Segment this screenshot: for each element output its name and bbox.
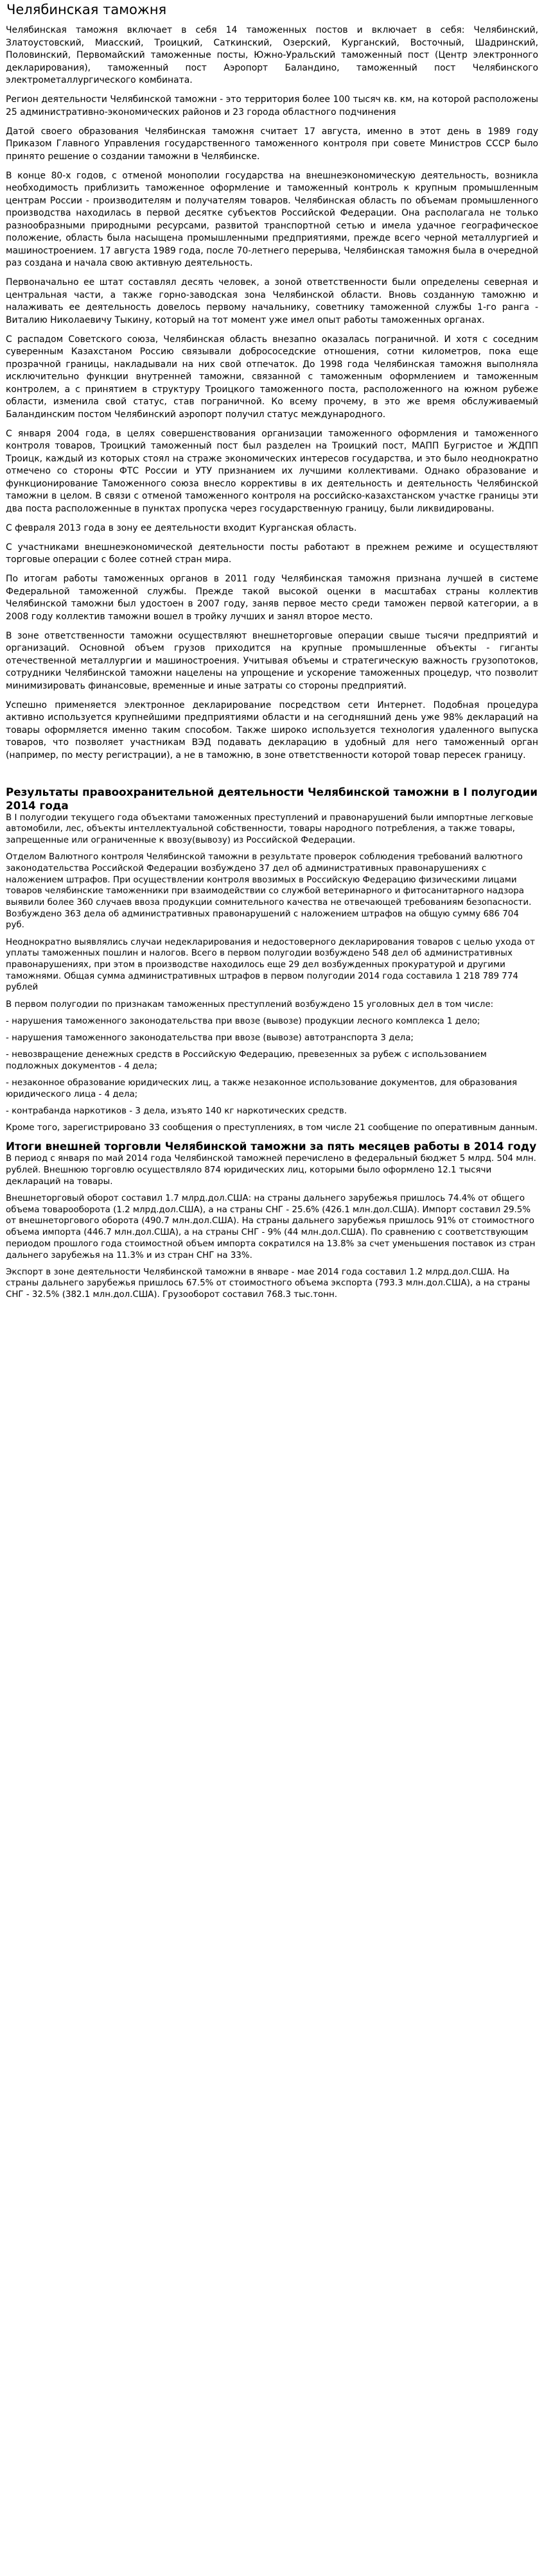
paragraph: Отделом Валютного контроля Челябинской таможни в результате проверок соблюдения требований валютного законодательства Российской Федерации возбуждено 37 дел об административных правонарушениях с наложением штрафов. При осуществлении контроля ввозимых в Российскую Федерацию физическими лицами товаров челябинские таможенники при взаимодействии со службой ветеринарного и фитосанитарного надзора выявили более 360 случаев ввоза продукции сомнительного качества не отвечающей требованиям безопасности. Возбуждено 363 дела об административных правонарушений с наложением штрафов на общую сумму 686 704 руб.	[6, 852, 532, 931]
paragraph: С участниками внешнеэкономической деятельности посты работают в прежнем режиме и осуществляют торговые операции с более сотней стран мира.	[6, 542, 538, 565]
paragraph: Успешно применяется электронное декларирование посредством сети Интернет. Подобная процедура активно используется крупнейшими предприятиями области и на сегодняшний день уже 98% деклараций на товары оформляется именно таким способом. Также широко используется технология удаленного выпуска товаров, что позволяет участникам ВЭД подавать декларацию в удобный для него таможенный орган (например, по месту регистрации), а не в таможню, в зоне ответственности которой товар пересек границу.	[6, 700, 538, 760]
paragraph: Челябинская таможня включает в себя 14 таможенных постов и включает в себя: Челябинский, Златоустовский, Миасский, Троицкий, Саткинский, Озерский, Курганский, Восточный, Шадринский, Половинский, Первомайский таможенные посты, Южно-Уральский таможенный пост (Центр электронного декларирования), таможенный пост Аэропорт Баландино, таможенный пост Челябинского электрометаллургического комбината.	[6, 25, 538, 85]
list-item: - незаконное образование юридических лиц, а также незаконное использование документов, для образования юридического лица - 4 дела;	[6, 1078, 518, 1099]
list-item: - контрабанда наркотиков - 3 дела, изъято 140 кг наркотических средств.	[6, 1106, 347, 1116]
paragraph: Датой своего образования Челябинская таможня считает 17 августа, именно в этот день в 1989 году Приказом Главного Управления государственного таможенного контроля при совете Министров СССР было принято решение о создании таможни в Челябинске.	[6, 126, 538, 162]
paragraph: По итогам работы таможенных органов в 2011 году Челябинская таможня признана лучшей в системе Федеральной таможенной службы. Прежде такой высокой оценки в масштабах страны коллектив Челябинской таможни был удостоен в 2007 году, заняв первое место среди таможен первой категории, а в 2008 году коллектив таможни вошел в тройку лучших и занял второе место.	[6, 574, 538, 622]
intro-section	[6, 24, 538, 762]
section-heading: Результаты правоохранительной деятельности Челябинской таможни в I полугодии 2014 года	[6, 785, 538, 812]
paragraph: Экспорт в зоне деятельности Челябинской таможни в январе - мае 2014 года составил 1.2 млрд.дол.США. На страны дальнего зарубежья пришлось 67.5% от стоимостного объема экспорта (793.3 млн.дол.США), а на страны СНГ - 32.5% (382.1 млн.дол.США). Грузооборот составил 768.3 тыс.тонн.	[6, 1267, 531, 1300]
list-item: - нарушения таможенного законодательства при ввозе (вывозе) автотранспорта 3 дела;	[6, 1033, 414, 1043]
page-title: Челябинская таможня	[6, 2, 167, 17]
paragraph: Неоднократно выявлялись случаи недекларирования и недостоверного декларирования товаров с целью ухода от уплаты таможенных пошлин и налогов. Всего в первом полугодии возбуждено 548 дел об административных правонарушениях, при этом в производстве находилось еще 29 дел возбужденных прокуратурой и другими таможнями. Общая сумма административных штрафов в первом полугодии 2014 года составила 1 218 789 774 рублей	[6, 937, 535, 993]
paragraph: В конце 80-х годов, с отменой монополии государства на внешнеэкономическую деятельность, возникла необходимость приблизить таможенное оформление и таможенный контроль к крупным промышленным центрам России - производителям и получателям товаров. Челябинская область по объемам промышленного производства находилась в первой десятке субъектов Российской Федерации. Она располагала не только разнообразными природными ресурсами, развитой транспортной сетью и имела удачное географическое положение, область была насыщена промышленными предприятиями, прежде всего черной металлургией и машиностроением. 17 августа 1989 года, после 70-летнего перерыва, Челябинская таможня была в очередной раз создана и начала свою активную деятельность.	[6, 170, 538, 268]
paragraph: Регион деятельности Челябинской таможни - это территория более 100 тысяч кв. км, на которой расположены 25 административно-экономических районов и 23 города областного подчинения	[6, 94, 538, 117]
law-enforcement-section	[6, 786, 538, 1134]
paragraph: Внешнеторговый оборот составил 1.7 млрд.дол.США: на страны дальнего зарубежья пришлось 74.4% от общего объема товарооборота (1.2 млрд.дол.США), а на страны СНГ - 25.6% (426.1 млн.дол.США). Импорт составил 29.5% от внешнеторгового оборота (490.7 млн.дол.США). На страны дальнего зарубежья пришлось 91% от стоимостного объема импорта (446.7 млн.дол.США), а на страны СНГ - 9% (44 млн.дол.США). По сравнению с соответствующим периодом прошлого года стоимостной объем импорта сократился на 13.8% за счет уменьшения поставок из стран дальнего зарубежья на 11.3% и из стран СНГ на 33%.	[6, 1193, 536, 1260]
trade-section	[6, 1140, 538, 1300]
paragraph: С февраля 2013 года в зону ее деятельности входит Курганская область.	[6, 522, 357, 533]
paragraph: С января 2004 года, в целях совершенствования организации таможенного оформления и таможенного контроля товаров, Троицкий таможенный пост был разделен на Троицкий пост, МАПП Бугристое и ЖДПП Троицк, каждый из которых стоял на страже экономических интересов государства, и это было неоднократно отмечено со стороны ФТС России и УТУ признанием их лучшими коллективами. Однако образование и функционирование Таможенного союза внесло коррективы в их деятельность и деятельность Челябинской таможни в целом. В связи с отменой таможенного контроля на российско-казахстанском участке границы эти два поста расположенные в пунктах пропуска через государственную границу, были ликвидированы.	[6, 428, 538, 514]
paragraph: В I полугодии текущего года объектами таможенных преступлений и правонарушений были импортные легковые автомобили, лес, объекты интеллектуальной собственности, товары народного потребления, а также товары, запрещенные или ограниченные к ввозу(вывозу) из Российской Федерации.	[6, 812, 534, 845]
paragraph: В зоне ответственности таможни осуществляют внешнеторговые операции свыше тысячи предприятий и организаций. Основной объем грузов приходится на крупные промышленные объекты - гиганты отечественной металлургии и машиностроения. Учитывая объемы и стратегическую важность грузопотоков, сотрудники Челябинской таможни нацелены на упрощение и ускорение таможенных процедур, что позволит минимизировать финансовые, временные и иные затраты со стороны предприятий.	[6, 630, 538, 691]
paragraph: С распадом Советского союза, Челябинская область внезапно оказалась пограничной. И хотя с соседним суверенным Казахстаном Россию связывали добрососедские отношения, сотни километров, пока еще прозрачной границы, накладывали на них свой отпечаток. До 1998 года Челябинская таможня выполняла исключительно функции внутренней таможни, связанной с таможенным оформлением и таможенным контролем, а с принятием в структуру Троицкого таможенного поста, расположенного на южном рубеже области, изменила свой статус, став пограничной. Ко всему прочему, в это же время обслуживаемый Баландинским постом Челябинский аэропорт получил статус международного.	[6, 334, 538, 420]
paragraph: В период с января по май 2014 года Челябинской таможней перечислено в федеральный бюджет 5 млрд. 504 млн. рублей. Внешнюю торговлю осуществляло 874 юридических лиц, которыми было оформлено 12.1 тысячи деклараций на товары.	[6, 1154, 536, 1187]
paragraph: В первом полугодии по признакам таможенных преступлений возбуждено 15 уголовных дел в том числе:	[6, 999, 494, 1009]
section-heading: Итоги внешней торговли Челябинской таможни за пять месяцев работы в 2014 году	[6, 1140, 537, 1153]
paragraph: Кроме того, зарегистрировано 33 сообщения о преступлениях, в том числе 21 сообщение по оперативным данным.	[6, 1123, 538, 1133]
paragraph: Первоначально ее штат составлял десять человек, а зоной ответственности были определены северная и центральная части, а также горно-заводская зона Челябинской области. Вновь созданную таможню и налаживать ее деятельность довелось первому начальнику, советнику таможенной службы 1-го ранга - Виталию Николаевичу Тыкину, который на тот момент уже имел опыт работы таможенных органах.	[6, 277, 538, 325]
list-item: - невозвращение денежных средств в Российскую Федерацию, превезенных за рубеж с использованием подложных документов - 4 дела;	[6, 1050, 487, 1071]
list-item: - нарушения таможенного законодательства при ввозе (вывозе) продукции лесного комплекса 1 делo;	[6, 1016, 480, 1026]
